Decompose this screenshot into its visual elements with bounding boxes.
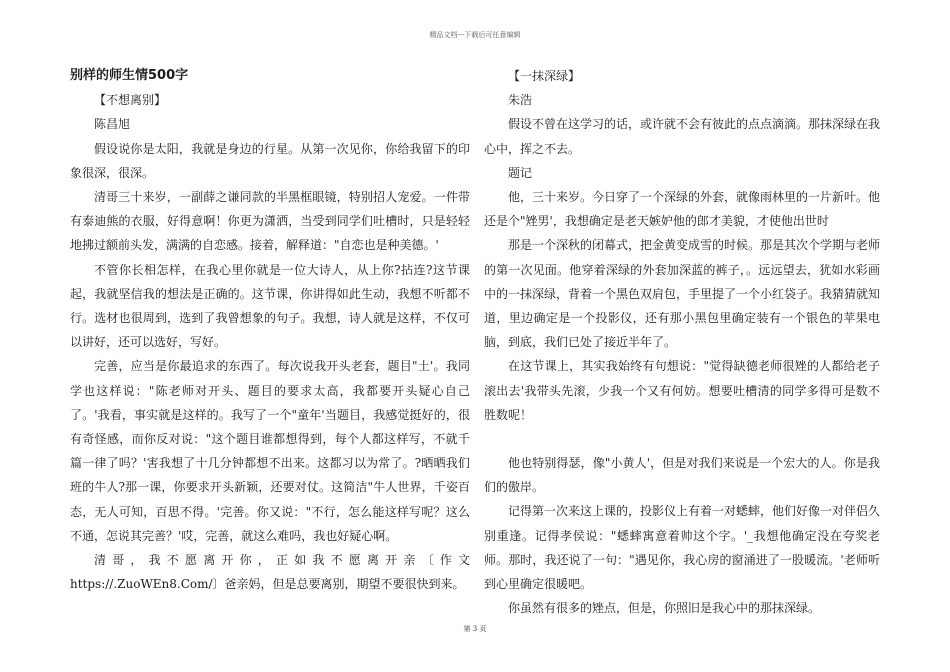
right-column [484, 64, 880, 620]
paragraph: 你虽然有很多的矬点，但是，你照旧是我心中的那抹深绿。 [508, 601, 821, 616]
paragraph: 假设不曾在这学习的话，或许就不会有彼此的点点滴滴。那抹深绿在我心中，挥之不去。 [484, 117, 881, 156]
blank-line [484, 427, 880, 451]
section-heading: 【一抹深绿】 [508, 69, 581, 83]
epigraph-label: 题记 [508, 165, 533, 180]
paragraph: 不管你长相怎样，在我心里你就是一位大诗人，从上你?拈连?这节课起，我就坚信我的想法是正确的。这节课，你讲得如此生动，我想不听都不行。选材也很周到，选到了我曾想象的句子。我想，诗人就是这样，不仅可以讲好，还可以选好，写好。 [70, 262, 470, 350]
left-column [70, 64, 470, 596]
paragraph: 他也特别得瑟，像"小黄人'，但是对我们来说是一个宏大的人。你是我们的傲岸。 [484, 456, 880, 495]
page-header: 精品文档---下载后可任意编辑 [429, 31, 521, 39]
page-number: 第 3 页 [463, 625, 487, 633]
paragraph: 在这节课上，其实我始终有句想说："觉得缺德老师很矬的人都给老子滚出去'我带头先滚，少我一个又有何妨。想要吐槽清的同学多得可是数不胜数呢！ [484, 359, 880, 422]
paragraph: 他，三十来岁。今日穿了一个深绿的外套，就像雨林里的一片新叶。他还是个"矬男'，我想确定是老天嫉妒他的郎才美貌，才使他出世时 [484, 190, 881, 229]
section-heading: 【不想离别】 [94, 93, 167, 108]
paragraph: 完善，应当是你最追求的东西了。每次说我开头老套，题目"土'。我同学也这样说："陈老师对开头、题目的要求太高，我都要开头疑心自己了。'我看，事实就是这样的。我写了一个"童年'当题目，我感觉挺好的，很有奇怪感，而你反对说："这个题目谁都想得到，每个人都这样写，不就千篇一律了吗？'害我想了十几分钟都想不出来。这都习以为常了。?晒晒我们班的牛人?那一课，你要求开头新颖，还要对仗。这简洁"牛人世界，千姿百态，无人可知，百思不得。'完善。你又说："不行，怎么能这样写呢？这么不通，怎说其完善？'哎，完善，就这么难吗，我也好疑心啊。 [70, 359, 470, 543]
paragraph: 那是一个深秋的闭幕式，把金黄变成雪的时候。那是其次个学期与老师的第一次见面。他穿着深绿的外套加深蓝的裤子，。远远望去，犹如水彩画中的一抹深绿，背着一个黑色双肩包，手里提了一个小红袋子。我猜猜就知道，里边确定是一个投影仪，还有那小黑包里确定装有一个银色的苹果电脑，到底，我们已处了接近半年了。 [484, 238, 881, 350]
document-title: 别样的师生情500字 [70, 68, 189, 83]
author-name: 陈昌旭 [94, 117, 131, 132]
paragraph: 清哥三十来岁，一副薛之谦同款的半黑框眼镜，特别招人宠爱。一件带有泰迪熊的衣服，好得意啊！你更为潇洒，当受到同学们吐槽时，只是轻轻地拂过额前头发，满满的自恋感。接着，解释道："自恋也是种美德。' [70, 190, 470, 253]
paragraph: 假设说你是太阳，我就是身边的行星。从第一次见你，你给我留下的印象很深，很深。 [70, 141, 470, 180]
paragraph: 清哥，我不愿离开你，正如我不愿离开亲〔作文https://.ZuoWEn8.Com/〕爸亲妈，但是总要离别，期望不要很快到来。 [70, 553, 470, 592]
author-name: 朱浩 [508, 93, 533, 108]
paragraph: 记得第一次来这上课的，投影仪上有着一对蟋蟀，他们好像一对伴侣久别重逢。记得孝侯说："蟋蟀寓意着帅这个字。'_我想他确定没在夸奖老师。那时，我还说了一句："遇见你，我心房的窗涌进了一股暖流。'老师听到心里确定很暖吧。 [484, 504, 881, 592]
